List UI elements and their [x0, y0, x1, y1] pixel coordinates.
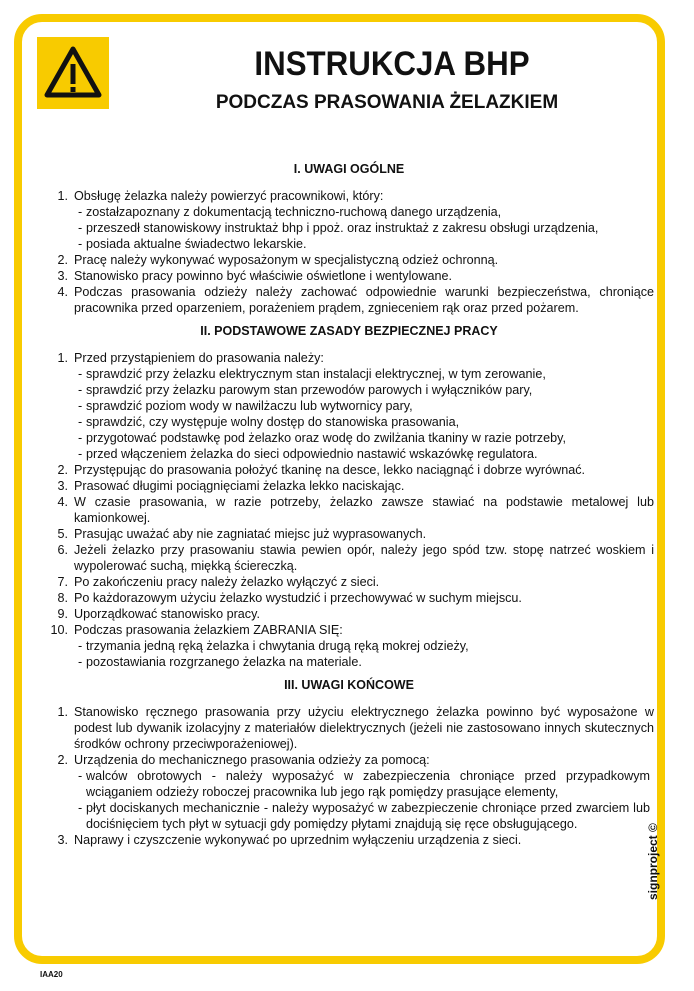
item-text: Przystępując do prasowania położyć tkaninę na desce, lekko naciągnąć i dobrze wyrównać.	[74, 463, 586, 477]
item-number: 7.	[57, 575, 68, 589]
item-number: 4.	[57, 285, 68, 299]
item-text: Urządzenia do mechanicznego prasowania odzieży za pomocą:	[74, 753, 430, 767]
sub-item-text: przygotować podstawkę pod żelazko oraz wodę do zwilżania tkaniny w razie potrzeby,	[86, 431, 566, 445]
item-text: Po zakończeniu pracy należy żelazko wyłączyć z sieci.	[74, 575, 380, 589]
sub-item: - przeszedł stanowiskowy instruktaż bhp i ppoż. oraz instruktaż z zakresu obsługi urządzenia,	[44, 220, 654, 236]
list-item	[44, 832, 654, 848]
item-text: Podczas prasowania odzieży należy zachować odpowiednie warunki bezpieczeństwa, chroniące pracownika przed oparzeniem, porażeniem prądem, zgnieceniem rąk oraz przed pożarem.	[74, 285, 654, 315]
item-number: 5.	[57, 527, 68, 541]
sub-item: - sprawdzić poziom wody w nawilżaczu lub wytwornicy pary,	[44, 398, 654, 414]
sub-item: - sprawdzić przy żelazku parowym stan przewodów parowych i wyłączników pary,	[44, 382, 654, 398]
item-text: Pracę należy wykonywać wyposażonym w specjalistyczną odzież ochronną.	[74, 253, 499, 267]
item-number: 3.	[57, 479, 68, 493]
sub-item-text: sprawdzić, czy występuje wolny dostęp do stanowiska prasowania,	[86, 415, 460, 429]
sub-item-text: walców obrotowych - należy wyposażyć w zabezpieczenia chroniące przed przypadkowym wciąganiem odzieży roboczej pracownika lub jego rąk pomiędzy prasujące elementy,	[86, 769, 650, 799]
sub-item: - przed włączeniem żelazka do sieci odpowiednio nastawić wskazówkę regulatora.	[44, 446, 654, 462]
list-item	[44, 606, 654, 622]
item-text: Obsługę żelazka należy powierzyć pracownikowi, który:	[74, 189, 384, 203]
item-text: Stanowisko pracy powinno być właściwie oświetlone i wentylowane.	[74, 269, 452, 283]
item-text: Przed przystąpieniem do prasowania należy:	[74, 351, 324, 365]
sub-item: - walców obrotowych - należy wyposażyć w zabezpieczenia chroniące przed przypadkowym wciąganiem odzieży roboczej pracownika lub jego rąk pomiędzy prasujące elementy,	[44, 768, 654, 800]
item-text: Prasując uważać aby nie zagniatać miejsc już wyprasowanych.	[74, 527, 427, 541]
section-3-heading: III. UWAGI KOŃCOWE	[284, 678, 414, 692]
sub-item: - trzymania jedną ręką żelazka i chwytania drugą ręką mokrej odzieży,	[44, 638, 654, 654]
section-2-heading: II. PODSTAWOWE ZASADY BEZPIECZNEJ PRACY	[200, 324, 498, 338]
sub-item-text: przeszedł stanowiskowy instruktaż bhp i ppoż. oraz instruktaż z zakresu obsługi urządzenia,	[86, 221, 599, 235]
item-number: 4.	[57, 495, 68, 509]
list-item	[44, 542, 654, 574]
list-item	[44, 478, 654, 494]
section-3-list	[44, 704, 654, 848]
sub-item-text: sprawdzić poziom wody w nawilżaczu lub wytwornicy pary,	[86, 399, 413, 413]
item-number: 1.	[57, 705, 68, 719]
sub-item: - zostałzapoznany z dokumentacją techniczno-ruchową danego urządzenia,	[44, 204, 654, 220]
list-item	[44, 574, 654, 590]
item-text: Po każdorazowym użyciu żelazko wystudzić i przechowywać w suchym miejscu.	[74, 591, 522, 605]
sub-item: - pozostawiania rozgrzanego żelazka na materiale.	[44, 654, 654, 670]
sub-item: - sprawdzić, czy występuje wolny dostęp do stanowiska prasowania,	[44, 414, 654, 430]
page-subtitle: PODCZAS PRASOWANIA ŻELAZKIEM	[215, 92, 559, 113]
section-2-list	[44, 350, 654, 670]
list-item	[44, 284, 654, 316]
page-title: INSTRUKCJA BHP	[254, 45, 530, 83]
list-item	[44, 622, 654, 638]
item-text: Uporządkować stanowisko pracy.	[74, 607, 260, 621]
list-item	[44, 188, 654, 204]
sub-item-text: zostałzapoznany z dokumentacją techniczno-ruchową danego urządzenia,	[86, 205, 502, 219]
item-text: Prasować długimi pociągnięciami żelazka lekko naciskając.	[74, 479, 405, 493]
item-text: W czasie prasowania, w razie potrzeby, żelazko zawsze stawiać na podstawie metalowej lub kamionkowej.	[74, 495, 654, 525]
item-number: 10.	[50, 623, 68, 637]
instructions-body	[44, 160, 654, 848]
product-code: IAA20	[40, 970, 63, 979]
list-item	[44, 462, 654, 478]
sub-item: - płyt dociskanych mechanicznie - należy wyposażyć w zabezpieczenie chroniące przed zwarciem lub dociśnięciem tych płyt w sytuacji gdy pomiędzy płytami znajdują się ręce obsługującego.	[44, 800, 654, 832]
sub-item-text: pozostawiania rozgrzanego żelazka na materiale.	[86, 655, 362, 669]
list-item	[44, 752, 654, 768]
sub-item-text: posiada aktualne świadectwo lekarskie.	[86, 237, 307, 251]
list-item	[44, 252, 654, 268]
list-item	[44, 268, 654, 284]
warning-sign	[37, 37, 109, 109]
warning-triangle-icon	[37, 37, 109, 109]
item-number: 6.	[57, 543, 68, 557]
sub-item-text: przed włączeniem żelazka do sieci odpowiednio nastawić wskazówkę regulatora.	[86, 447, 538, 461]
sub-item-text: płyt dociskanych mechanicznie - należy wyposażyć w zabezpieczenie chroniące przed zwarciem lub dociśnięciem tych płyt w sytuacji gdy pomiędzy płytami znajdują się ręce obsługującego.	[86, 801, 650, 831]
sub-item: - przygotować podstawkę pod żelazko oraz wodę do zwilżania tkaniny w razie potrzeby,	[44, 430, 654, 446]
item-number: 1.	[57, 189, 68, 203]
sub-item: - sprawdzić przy żelazku elektrycznym stan instalacji elektrycznej, w tym zerowanie,	[44, 366, 654, 382]
list-item	[44, 526, 654, 542]
item-number: 2.	[57, 253, 68, 267]
item-number: 1.	[57, 351, 68, 365]
item-number: 3.	[57, 833, 68, 847]
list-item	[44, 590, 654, 606]
item-number: 3.	[57, 269, 68, 283]
item-text: Podczas prasowania żelazkiem ZABRANIA SIĘ:	[74, 623, 343, 637]
item-number: 2.	[57, 463, 68, 477]
list-item	[44, 350, 654, 366]
list-item	[44, 704, 654, 752]
item-number: 8.	[57, 591, 68, 605]
item-text: Naprawy i czyszczenie wykonywać po uprzednim wyłączeniu urządzenia z sieci.	[74, 833, 522, 847]
sub-item-text: trzymania jedną ręką żelazka i chwytania drugą ręką mokrej odzieży,	[86, 639, 469, 653]
item-number: 9.	[57, 607, 68, 621]
section-1-heading: I. UWAGI OGÓLNE	[293, 162, 405, 176]
item-text: Jeżeli żelazko przy prasowaniu stawia pewien opór, należy jego spód tzw. stopę natrzeć woskiem i wypolerować suchą, miękką ściereczką.	[74, 543, 654, 573]
list-item	[44, 494, 654, 526]
item-number: 2.	[57, 753, 68, 767]
item-text: Stanowisko ręcznego prasowania przy użyciu elektrycznego żelazka powinno być wyposażone w podest lub dywanik izolacyjny z materiałów dielektrycznych (jeżeli nie zastosowano innych skutecznych środków ochrony przeciwporażeniowej).	[74, 705, 654, 751]
section-1-list	[44, 188, 654, 316]
sub-item-text: sprawdzić przy żelazku parowym stan przewodów parowych i wyłączników pary,	[86, 383, 533, 397]
signproject-watermark: signproject ©	[646, 823, 660, 900]
sub-item: - posiada aktualne świadectwo lekarskie.	[44, 236, 654, 252]
sub-item-text: sprawdzić przy żelazku elektrycznym stan instalacji elektrycznej, w tym zerowanie,	[86, 367, 546, 381]
